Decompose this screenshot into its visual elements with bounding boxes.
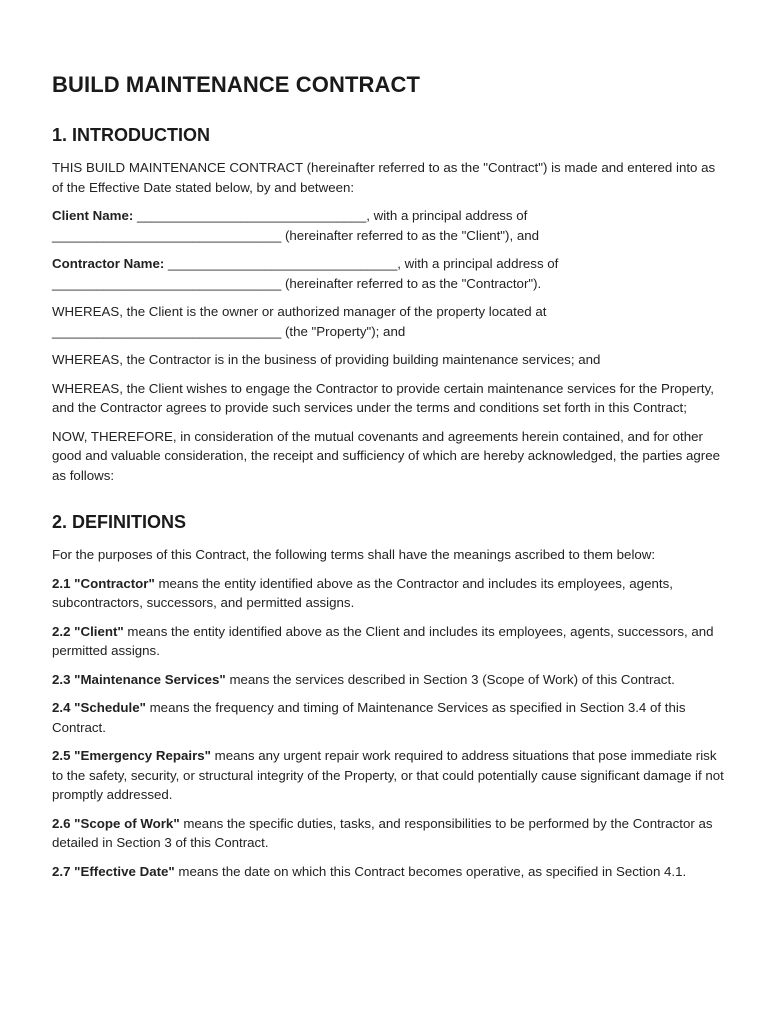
contractor-name-label: Contractor Name: xyxy=(52,256,165,271)
section-heading-introduction: 1. INTRODUCTION xyxy=(52,125,211,145)
client-name-label: Client Name: xyxy=(52,208,134,223)
definition-text: means the entity identified above as the Contractor and includes its employees, agents, subcontractors, successors, and permitted assigns. xyxy=(52,575,673,610)
contractor-name-text: _______________________________, with a principal address of _______________________________ (hereinafter referred to as the "Contractor"). xyxy=(52,256,559,291)
whereas-engage-paragraph: WHEREAS, the Client wishes to engage the Contractor to provide certain maintenance services for the Property, and the Contractor agrees to provide such services under the terms and conditions set forth in this Contract; xyxy=(52,380,714,415)
definition-item xyxy=(52,622,724,661)
now-therefore-paragraph: NOW, THEREFORE, in consideration of the mutual covenants and agreements herein contained, and for other good and valuable consideration, the receipt and sufficiency of which are hereby acknowledged, the parties agree as follows: xyxy=(52,428,720,483)
definition-text: means the specific duties, tasks, and responsibilities to be performed by the Contractor as detailed in Section 3 of this Contract. xyxy=(52,815,713,850)
definition-text: means the services described in Section 3 (Scope of Work) of this Contract. xyxy=(225,671,675,687)
definition-text: means the date on which this Contract becomes operative, as specified in Section 4.1. xyxy=(174,863,687,879)
definition-text: means the entity identified above as the Client and includes its employees, agents, successors, and permitted assigns. xyxy=(52,623,714,658)
client-name-text: _______________________________, with a principal address of _______________________________ (hereinafter referred to as the "Client"), and xyxy=(52,208,540,243)
section-heading-definitions: 2. DEFINITIONS xyxy=(52,512,187,532)
contractor-name-paragraph xyxy=(52,254,724,293)
document-page xyxy=(52,70,724,881)
definition-item xyxy=(52,862,724,882)
definitions-intro-paragraph: For the purposes of this Contract, the following terms shall have the meanings ascribed to them below: xyxy=(52,547,656,562)
intro-opening-paragraph: THIS BUILD MAINTENANCE CONTRACT (hereinafter referred to as the "Contract") is made and entered into as of the Effective Date stated below, by and between: xyxy=(52,160,716,195)
definition-term: 2.7 "Effective Date" xyxy=(52,863,175,879)
whereas-business-paragraph: WHEREAS, the Contractor is in the business of providing building maintenance services; and xyxy=(52,352,601,367)
definition-term: 2.1 "Contractor" xyxy=(52,575,155,591)
document-title: BUILD MAINTENANCE CONTRACT xyxy=(52,72,421,97)
definition-item xyxy=(52,698,724,737)
whereas-property-paragraph: WHEREAS, the Client is the owner or authorized manager of the property located at _______________________________ (the "Property"); and xyxy=(52,304,547,339)
definition-text: means the frequency and timing of Maintenance Services as specified in Section 3.4 of this Contract. xyxy=(52,700,686,735)
definition-term: 2.2 "Client" xyxy=(52,623,124,639)
definition-text: means any urgent repair work required to address situations that pose immediate risk to the safety, security, or structural integrity of the Property, or that could potentially cause significant damage if not promptly addressed. xyxy=(52,748,724,802)
client-name-paragraph xyxy=(52,206,724,245)
definition-item xyxy=(52,574,724,613)
definition-item xyxy=(52,814,724,853)
definition-term: 2.5 "Emergency Repairs" xyxy=(52,748,211,763)
definition-term: 2.4 "Schedule" xyxy=(52,700,146,715)
definition-term: 2.6 "Scope of Work" xyxy=(52,815,180,831)
definition-item xyxy=(52,670,724,690)
definition-term: 2.3 "Maintenance Services" xyxy=(52,671,226,687)
definition-item xyxy=(52,746,724,805)
